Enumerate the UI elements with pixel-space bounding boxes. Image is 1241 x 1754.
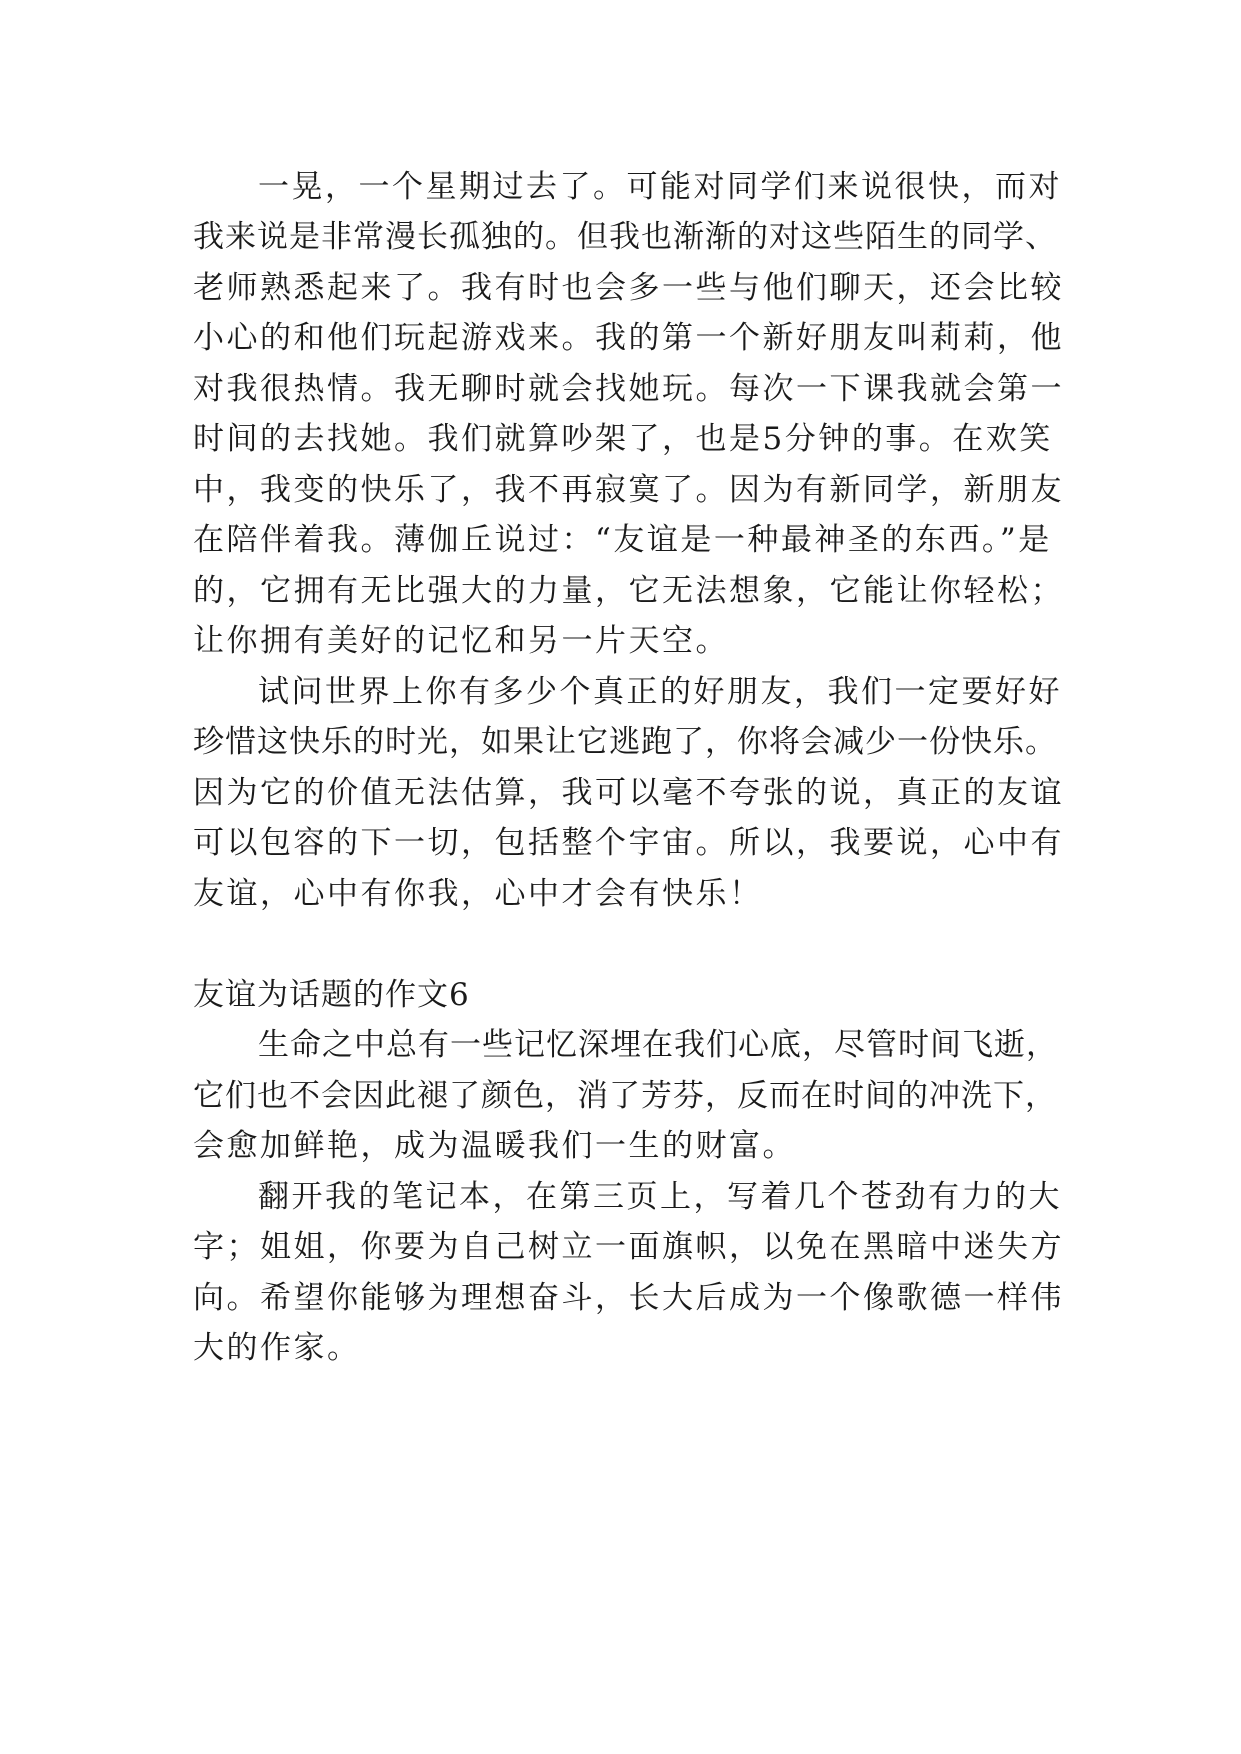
paragraph-2-line-2: 珍惜这快乐的时光，如果让它逃跑了，你将会减少一份快乐。 bbox=[193, 724, 1057, 760]
paragraph-1-line-9: 的，它拥有无比强大的力量，它无法想象，它能让你轻松； bbox=[193, 573, 1064, 609]
paragraph-3-line-3: 会愈加鲜艳，成为温暖我们一生的财富。 bbox=[193, 1128, 796, 1164]
paragraph-1-line-1: 一晃，一个星期过去了。可能对同学们来说很快，而对 bbox=[258, 169, 1062, 205]
paragraph-3-line-1: 生命之中总有一些记忆深埋在我们心底，尽管时间飞逝， bbox=[258, 1027, 1058, 1063]
paragraph-4-line-4: 大的作家。 bbox=[193, 1330, 361, 1366]
paragraph-1-line-7: 中，我变的快乐了，我不再寂寞了。因为有新同学，新朋友 bbox=[193, 472, 1064, 508]
paragraph-4-line-2: 字；姐姐，你要为自己树立一面旗帜，以免在黑暗中迷失方 bbox=[193, 1229, 1064, 1265]
paragraph-4-line-3: 向。希望你能够为理想奋斗，长大后成为一个像歌德一样伟 bbox=[193, 1280, 1064, 1316]
paragraph-1-line-8: 在陪伴着我。薄伽丘说过：“友谊是一种最神圣的东西。”是 bbox=[193, 522, 1052, 558]
paragraph-1-line-5: 对我很热情。我无聊时就会找她玩。每次一下课我就会第一 bbox=[193, 371, 1064, 407]
paragraph-1-line-10: 让你拥有美好的记忆和另一片天空。 bbox=[193, 623, 729, 659]
paragraph-3-line-2: 它们也不会因此褪了颜色，消了芳芬，反而在时间的冲洗下， bbox=[193, 1078, 1057, 1114]
paragraph-4-line-1: 翻开我的笔记本，在第三页上，写着几个苍劲有力的大 bbox=[258, 1179, 1062, 1215]
paragraph-1-line-2: 我来说是非常漫长孤独的。但我也渐渐的对这些陌生的同学、 bbox=[193, 219, 1057, 255]
paragraph-1-line-6: 时间的去找她。我们就算吵架了，也是5分钟的事。在欢笑 bbox=[193, 421, 1053, 457]
paragraph-1-line-3: 老师熟悉起来了。我有时也会多一些与他们聊天，还会比较 bbox=[193, 270, 1064, 306]
section-heading: 友谊为话题的作文6 bbox=[193, 977, 470, 1013]
paragraph-2-line-1: 试问世界上你有多少个真正的好朋友，我们一定要好好 bbox=[258, 674, 1062, 710]
paragraph-2-line-3: 因为它的价值无法估算，我可以毫不夸张的说，真正的友谊 bbox=[193, 775, 1064, 811]
paragraph-1-line-4: 小心的和他们玩起游戏来。我的第一个新好朋友叫莉莉，他 bbox=[193, 320, 1064, 356]
paragraph-2-line-4: 可以包容的下一切，包括整个宇宙。所以，我要说，心中有 bbox=[193, 825, 1064, 861]
paragraph-2-line-5: 友谊，心中有你我，心中才会有快乐！ bbox=[193, 876, 763, 912]
